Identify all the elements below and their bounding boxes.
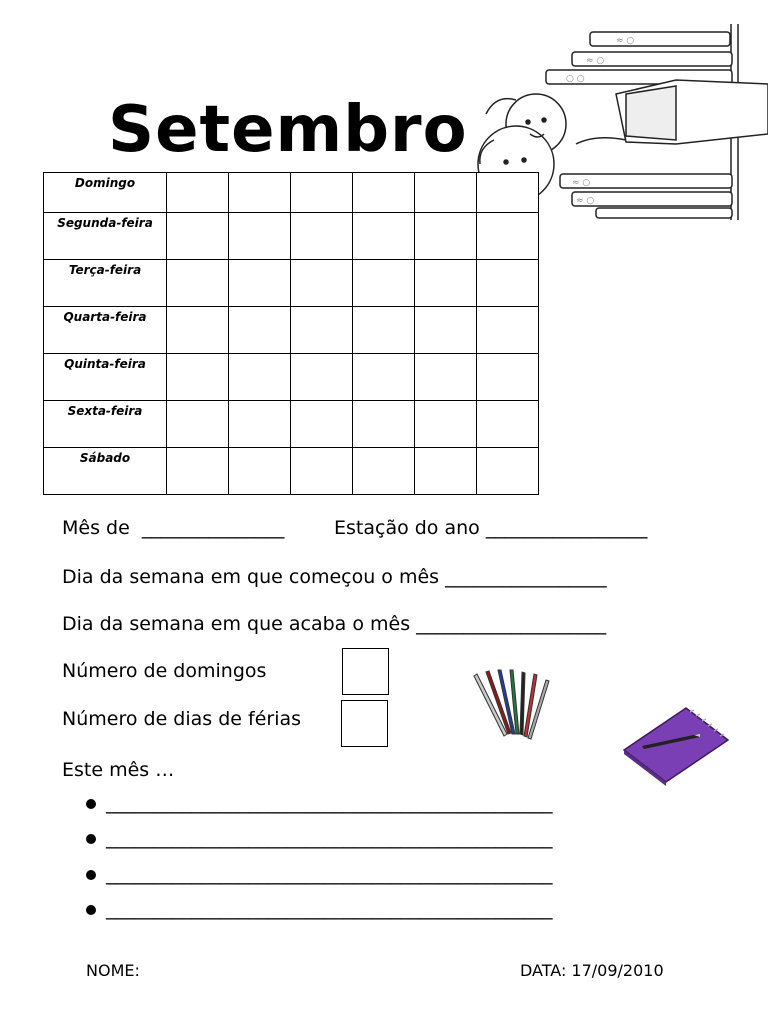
calendar-cell: [167, 213, 229, 260]
svg-text:≈ ○: ≈ ○: [586, 56, 605, 66]
calendar-cell: [229, 213, 291, 260]
calendar-row: [44, 448, 539, 495]
bullet-line: _______________________________________________: [106, 863, 553, 885]
calendar-cell: [229, 173, 291, 213]
mes-de-field: Mês de _______________: [62, 517, 285, 539]
calendar-row: [44, 307, 539, 354]
calendar-cell: [229, 260, 291, 307]
calendar-cell: [353, 307, 415, 354]
page-title: Setembro: [108, 93, 468, 167]
calendar-cell: [167, 260, 229, 307]
calendar-cell: [477, 173, 539, 213]
calendar-cell: [167, 173, 229, 213]
bullet-line: _______________________________________________: [106, 827, 553, 849]
list-item: [86, 827, 553, 849]
calendar-cell: [167, 448, 229, 495]
calendar-cell: [229, 354, 291, 401]
calendar-cell: [291, 173, 353, 213]
bullet-icon: [86, 799, 96, 809]
este-mes-label: Este mês …: [62, 759, 175, 781]
day-label: Quinta-feira: [44, 354, 167, 401]
calendar-cell: [477, 260, 539, 307]
ferias-box: [341, 700, 388, 747]
calendar-cell: [167, 354, 229, 401]
day-label: Domingo: [44, 173, 167, 213]
calendar-cell: [291, 260, 353, 307]
calendar-row: [44, 260, 539, 307]
calendar-cell: [353, 401, 415, 448]
calendar-cell: [477, 354, 539, 401]
calendar-cell: [229, 401, 291, 448]
estacao-field: Estação do ano _________________: [334, 517, 648, 539]
calendar-cell: [477, 307, 539, 354]
list-item: [86, 863, 553, 885]
calendar-grid: [43, 172, 539, 495]
calendar-cell: [415, 448, 477, 495]
calendar-cell: [477, 213, 539, 260]
pens-icon: [468, 668, 554, 744]
calendar-cell: [415, 354, 477, 401]
day-label: Quarta-feira: [44, 307, 167, 354]
comecou-field: Dia da semana em que começou o mês _________________: [62, 566, 607, 588]
day-label: Segunda-feira: [44, 213, 167, 260]
list-item: [86, 898, 553, 920]
bullet-icon: [86, 834, 96, 844]
svg-text:≈ ○: ≈ ○: [576, 196, 595, 206]
calendar-cell: [229, 448, 291, 495]
calendar-cell: [291, 401, 353, 448]
bullet-line: _______________________________________________: [106, 898, 553, 920]
calendar-cell: [477, 448, 539, 495]
calendar-cell: [167, 401, 229, 448]
calendar-row: [44, 213, 539, 260]
svg-text:○ ○: ○ ○: [566, 74, 585, 84]
day-label: Sexta-feira: [44, 401, 167, 448]
bullet-icon: [86, 905, 96, 915]
calendar-cell: [291, 448, 353, 495]
calendar-cell: [291, 213, 353, 260]
bullet-icon: [86, 870, 96, 880]
calendar-cell: [353, 260, 415, 307]
calendar-row: [44, 354, 539, 401]
calendar-row: [44, 173, 539, 213]
calendar-cell: [415, 173, 477, 213]
calendar-cell: [353, 213, 415, 260]
calendar-cell: [229, 307, 291, 354]
bullet-line: _______________________________________________: [106, 792, 553, 814]
calendar-row: [44, 401, 539, 448]
acaba-field: Dia da semana em que acaba o mês ____________________: [62, 613, 607, 635]
domingos-label: Número de domingos: [62, 660, 267, 682]
day-label: Terça-feira: [44, 260, 167, 307]
ferias-label: Número de dias de férias: [62, 708, 302, 730]
notebook-icon: [620, 704, 732, 786]
nome-label: NOME:: [86, 961, 140, 980]
calendar-cell: [353, 173, 415, 213]
calendar-cell: [353, 448, 415, 495]
calendar-cell: [167, 307, 229, 354]
calendar-cell: [415, 213, 477, 260]
domingos-box: [342, 648, 389, 695]
calendar-cell: [415, 307, 477, 354]
calendar-cell: [415, 401, 477, 448]
day-label: Sábado: [44, 448, 167, 495]
svg-text:≈ ○: ≈ ○: [572, 178, 591, 188]
calendar-cell: [477, 401, 539, 448]
calendar-cell: [415, 260, 477, 307]
calendar-cell: [291, 354, 353, 401]
list-item: [86, 792, 553, 814]
svg-text:≈ ○: ≈ ○: [616, 36, 635, 46]
data-label: DATA: 17/09/2010: [520, 961, 664, 980]
calendar-cell: [353, 354, 415, 401]
calendar-cell: [291, 307, 353, 354]
